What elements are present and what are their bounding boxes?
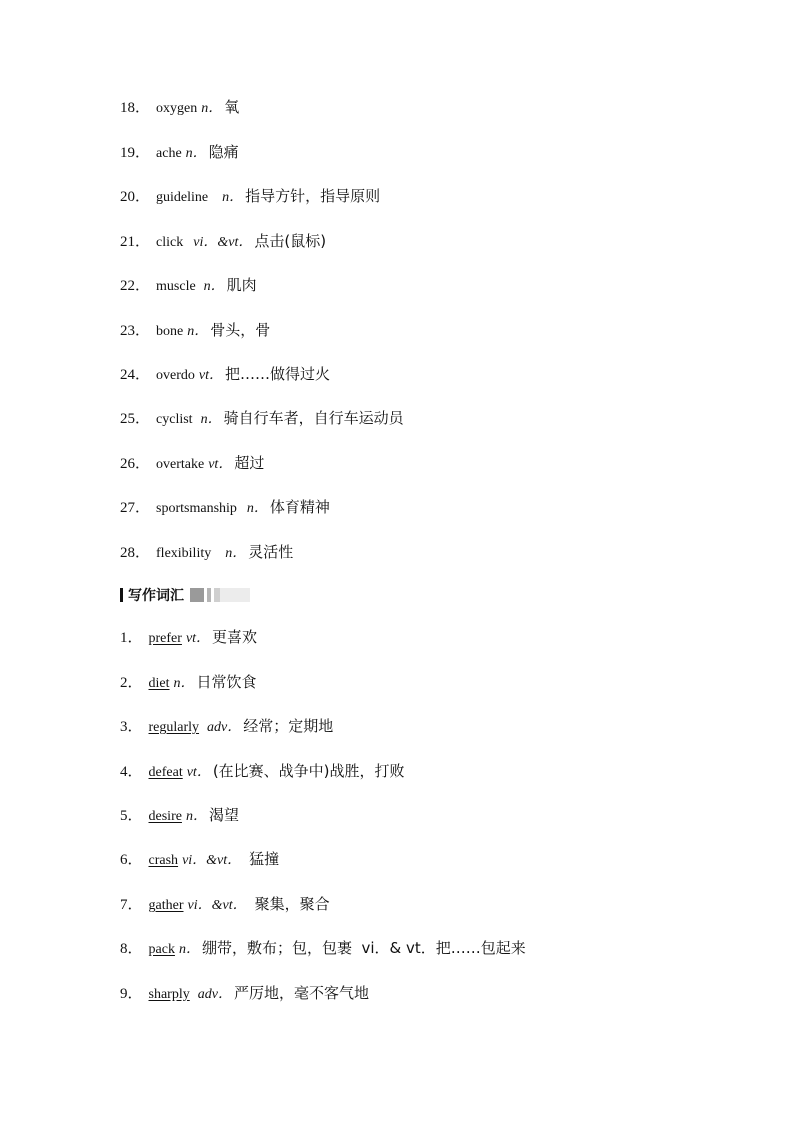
entry-pos: vt． <box>185 631 211 646</box>
vocab-entry <box>120 981 369 1005</box>
vocab-entry <box>120 803 239 827</box>
entry-word: flexibility <box>156 546 212 561</box>
entry-definition: 肌肉 <box>226 276 257 294</box>
entry-word: overtake <box>156 457 205 472</box>
entry-number: 20． <box>120 189 151 205</box>
entry-definition: 更喜欢 <box>212 628 258 646</box>
vocab-entry <box>120 714 333 738</box>
entry-number: 4． <box>120 764 143 780</box>
entry-definition: 指导方针，指导原则 <box>245 187 381 205</box>
entry-number: 18． <box>120 100 151 116</box>
section-decoration <box>190 588 250 602</box>
entry-number: 28． <box>120 545 151 561</box>
entry-definition: 绷带，敷布；包，包裹 vi．& vt．把……包起来 <box>201 939 526 957</box>
entry-pos: vi．&vt． <box>182 853 242 868</box>
entry-number: 6． <box>120 852 143 868</box>
entry-number: 3． <box>120 719 143 735</box>
vocab-entry <box>120 273 257 297</box>
entry-definition: 隐痛 <box>208 143 239 161</box>
entry-word: cyclist <box>156 412 193 427</box>
entry-number: 27． <box>120 500 151 516</box>
entry-number: 2． <box>120 675 143 691</box>
entry-number: 23． <box>120 323 151 339</box>
entry-definition: 骨头，骨 <box>210 321 271 339</box>
entry-word: gather <box>148 898 184 913</box>
entry-word: pack <box>148 942 175 957</box>
entry-pos: n． <box>185 809 207 824</box>
entry-number: 22． <box>120 278 151 294</box>
entry-definition: 猛撞 <box>249 850 280 868</box>
entry-pos: n． <box>225 546 247 561</box>
vocab-entry <box>120 625 257 649</box>
entry-word: sportsmanship <box>156 501 237 516</box>
entry-number: 1． <box>120 630 143 646</box>
vocab-entry <box>120 936 526 960</box>
vocab-entry <box>120 229 326 253</box>
entry-pos: n． <box>222 190 244 205</box>
entry-pos: vt． <box>186 765 211 780</box>
vocab-entry <box>120 892 330 916</box>
entry-pos: n． <box>173 676 195 691</box>
entry-pos: adv． <box>197 987 232 1002</box>
entry-word: guideline <box>156 190 209 205</box>
entry-pos: n． <box>178 942 200 957</box>
section-marker-bar <box>120 588 123 602</box>
vocab-entry <box>120 184 380 208</box>
entry-word: click <box>156 235 184 250</box>
vocab-entry <box>120 140 239 164</box>
entry-definition: 骑自行车者，自行车运动员 <box>223 409 404 427</box>
entry-definition: 点击(鼠标) <box>254 232 327 250</box>
entry-word: regularly <box>148 720 200 735</box>
entry-definition: 灵活性 <box>248 543 294 561</box>
entry-pos: n． <box>246 501 268 516</box>
entry-word: bone <box>156 324 184 339</box>
entry-definition: 日常饮食 <box>196 673 257 691</box>
entry-definition: 聚集，聚合 <box>254 895 330 913</box>
entry-definition: 氧 <box>224 98 240 116</box>
entry-pos: vi．&vt． <box>193 235 253 250</box>
entry-word: crash <box>148 853 179 868</box>
entry-pos: n． <box>203 279 225 294</box>
entry-number: 7． <box>120 897 143 913</box>
entry-pos: n． <box>200 412 222 427</box>
vocab-entry <box>120 451 264 475</box>
entry-number: 8． <box>120 941 143 957</box>
entry-definition: 超过 <box>234 454 265 472</box>
section-title: 写作词汇 <box>128 588 184 604</box>
entry-word: overdo <box>156 368 195 383</box>
vocab-entry <box>120 540 293 564</box>
entry-pos: vt． <box>198 368 224 383</box>
entry-word: oxygen <box>156 101 198 116</box>
entry-pos: n． <box>187 324 209 339</box>
entry-word: ache <box>156 146 182 161</box>
vocab-entry <box>120 847 279 871</box>
entry-definition: (在比赛、战争中)战胜，打败 <box>212 762 405 780</box>
entry-pos: vi．&vt． <box>187 898 247 913</box>
entry-number: 24． <box>120 367 151 383</box>
entry-pos: n． <box>201 101 223 116</box>
entry-definition: 把……做得过火 <box>225 365 331 383</box>
vocab-entry <box>120 495 330 519</box>
entry-definition: 经常；定期地 <box>243 717 334 735</box>
entry-word: muscle <box>156 279 196 294</box>
entry-definition: 渴望 <box>208 806 239 824</box>
vocab-entry <box>120 406 404 430</box>
vocab-entry <box>120 362 330 386</box>
entry-word: sharply <box>148 987 190 1002</box>
entry-pos: n． <box>185 146 207 161</box>
entry-word: desire <box>148 809 182 824</box>
vocab-entry <box>120 759 405 783</box>
entry-pos: adv． <box>207 720 242 735</box>
vocab-entry <box>120 670 257 694</box>
entry-number: 9． <box>120 986 143 1002</box>
entry-number: 25． <box>120 411 151 427</box>
entry-pos: vt． <box>208 457 233 472</box>
entry-number: 26． <box>120 456 151 472</box>
entry-definition: 严厉地，毫不客气地 <box>233 984 369 1002</box>
entry-number: 5． <box>120 808 143 824</box>
entry-number: 19． <box>120 145 151 161</box>
section-heading <box>120 584 250 606</box>
entry-number: 21． <box>120 234 151 250</box>
entry-word: defeat <box>148 765 183 780</box>
entry-definition: 体育精神 <box>269 498 330 516</box>
vocab-entry <box>120 318 270 342</box>
vocab-entry <box>120 95 239 119</box>
entry-word: diet <box>148 676 170 691</box>
entry-word: prefer <box>148 631 182 646</box>
